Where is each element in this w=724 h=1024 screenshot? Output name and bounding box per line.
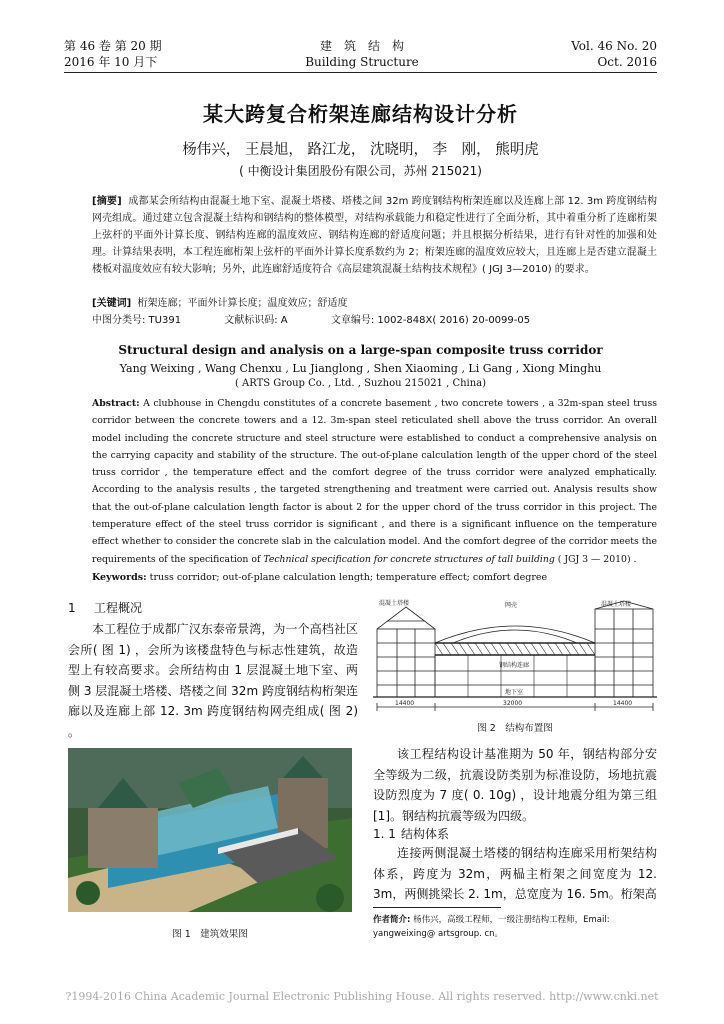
dim-middle: 32000: [503, 700, 523, 707]
label-tower-right: 混凝土塔楼: [601, 601, 632, 608]
figure-1-rendering: [68, 748, 352, 912]
volume-issue-en: Vol. 46 No. 20: [571, 39, 657, 53]
subsection-title: 结构体系: [401, 827, 450, 841]
english-title: Structural design and analysis on a large-span composite truss corridor: [118, 343, 603, 357]
section1-paragraph-1: 本工程位于成都广汉东泰帝景湾，为一个高档社区会所( 图 1) ，会所为该楼盘特色与标志性建筑，故造型上有较高要求。会所结构由 1 层混凝土地下室、两侧 3 层混凝土塔楼、塔楼之间 32m 跨度钢结构桁架连廊以及连廊上部 12. 3m 跨度钢结构网壳组成( 图 2) 。: [68, 622, 358, 739]
footnote-label: 作者简介:: [373, 915, 411, 925]
abstract-cn-label: [摘要]: [92, 196, 122, 207]
footnote-rule: [373, 907, 501, 908]
figure-2-structure: [373, 599, 657, 715]
keywords-en: [92, 570, 657, 586]
journal-name-cn: 建 筑 结 构: [319, 39, 404, 53]
abstract-en-spec: Technical specification for concrete structures of tall building: [263, 553, 555, 565]
section1-paragraph-2: 该工程结构设计基准期为 50 年，钢结构部分安全等级为二级，抗震设防类别为标准设防，场地抗震设防烈度为 7 度( 0. 10g) ，设计地震分组为第三组[1]。钢结构抗震等级为四级。: [373, 747, 657, 823]
document-code: 文献标识码: A: [224, 315, 288, 326]
date-en: Oct. 2016: [597, 55, 657, 69]
dim-left: 14400: [395, 700, 415, 707]
figure-2-caption: 图 2 结构布置图: [477, 723, 553, 734]
abstract-cn: [92, 193, 657, 278]
footnote-text: 杨伟兴，高级工程师，一级注册结构工程师，Email: yangweixing@ artsgroup. cn。: [373, 915, 610, 939]
section-heading-1: [68, 599, 358, 616]
abstract-en: [92, 395, 657, 568]
clc-number: 中图分类号: TU391: [92, 315, 182, 326]
dim-right: 14400: [613, 700, 633, 707]
subsection-number: 1. 1: [373, 827, 396, 841]
english-authors: Yang Weixing , Wang Chenxu , Lu Jianglong , Shen Xiaoming , Li Gang , Xiong Minghu: [119, 362, 602, 375]
label-tower-left: 混凝土塔楼: [379, 600, 410, 607]
article-number: 文章编号: 1002-848X( 2016) 20-0099-05: [330, 315, 531, 326]
affiliation: ( 中衡设计集团股份有限公司，苏州 215021): [239, 164, 482, 178]
keywords-cn: [92, 295, 657, 312]
abstract-en-end: ( JGJ 3 — 2010) .: [554, 553, 637, 565]
classification-line: [92, 312, 657, 329]
footnote: [373, 913, 657, 941]
header-volume-en: [497, 38, 657, 70]
section-number: 1: [68, 601, 76, 615]
keywords-en-label: Keywords:: [92, 572, 147, 583]
label-shell: 网壳: [505, 602, 518, 609]
label-basement: 地下室: [505, 689, 524, 696]
author-list: 杨伟兴， 王晨旭， 路江龙， 沈晓明， 李 刚， 熊明虎: [182, 142, 539, 158]
keywords-cn-label: [关键词]: [92, 298, 132, 309]
header-journal: [262, 38, 462, 70]
copyright-line: ?1994-2016 China Academic Journal Electronic Publishing House. All rights reserved. http://www.cnki.net: [65, 990, 659, 1003]
section1-paragraph-3: 连接两侧混凝土塔楼的钢结构连廊采用桁架结构体系，跨度为 32m，两榀主桁架之间宽度为 12. 3m，两侧挑梁长 2. 1m，总宽度为 16. 5m。桁架高: [373, 846, 657, 901]
abstract-en-label: Abstract:: [92, 398, 140, 409]
journal-name-en: Building Structure: [305, 55, 419, 69]
header-volume-cn: [64, 38, 224, 70]
keywords-en-text: truss corridor; out-of-plane calculation length; temperature effect; comfort degree: [149, 572, 548, 583]
label-corridor: 钢结构连廊: [499, 662, 530, 669]
keywords-cn-text: 桁架连廊；平面外计算长度；温度效应；舒适度: [137, 298, 348, 309]
date-cn: 2016 年 10 月下: [64, 55, 158, 69]
subsection-heading-1-1: [373, 825, 657, 842]
header-rule: [64, 72, 657, 73]
section-title: 工程概况: [94, 601, 143, 615]
volume-issue-cn: 第 46 卷 第 20 期: [64, 39, 162, 53]
english-affiliation: ( ARTS Group Co. , Ltd. , Suzhou 215021 , China): [234, 378, 487, 389]
paper-title: 某大跨复合桁架连廊结构设计分析: [203, 102, 518, 126]
figure-1-caption: 图 1 建筑效果图: [172, 929, 248, 940]
abstract-cn-text: 成都某会所结构由混凝土地下室、混凝土塔楼、塔楼之间 32m 跨度钢结构桁架连廊以及连廊上部 12. 3m 跨度钢结构网壳组成。通过建立包含混凝土结构和钢结构的整体模型，对结构承载能力和稳定性进行了全面分析，其中着重分析了连廊桁架上弦杆的平面外计算长度、钢结构连廊的温度效应、钢结构连廊的舒适度问题；并且根据分析结果，进行有针对性的加强和处理。计算结果表明，本工程连廊桁架上弦杆的平面外计算长度系数约为 2；桁架连廊的温度效应较大，且连廊上是否建立混凝土楼板对温度效应有较大影响；另外，此连廊舒适度符合《高层建筑混凝土结构技术规程》( JGJ 3—2010) 的要求。: [92, 196, 658, 275]
abstract-en-text: A clubhouse in Chengdu constitutes of a concrete basement , two concrete towers , a 32m-span steel truss corridor between the concrete towers and a 12. 3m-span steel reticulated shell above the truss corridor. An overall model including the concrete structure and steel structure were established to conduct a comprehensive analysis on the carrying capacity and stability of the structure. The out-of-plane calculation length of the upper chord of the steel truss corridor , the temperature effect and the comfort degree of the truss corridor were analyzed emphatically. According to the analysis results , the targeted strengthening and treatment were carried out. Analysis results show that the out-of-plane calculation length factor is about 2 for the upper chord of the truss corridor in this project. The temperature effect of the steel truss corridor is significant , and there is a significant influence on the temperature effect whether to consider the concrete slab in the calculation model. And the comfort degree of the corridor meets the requirements of the specification of: [92, 398, 657, 565]
